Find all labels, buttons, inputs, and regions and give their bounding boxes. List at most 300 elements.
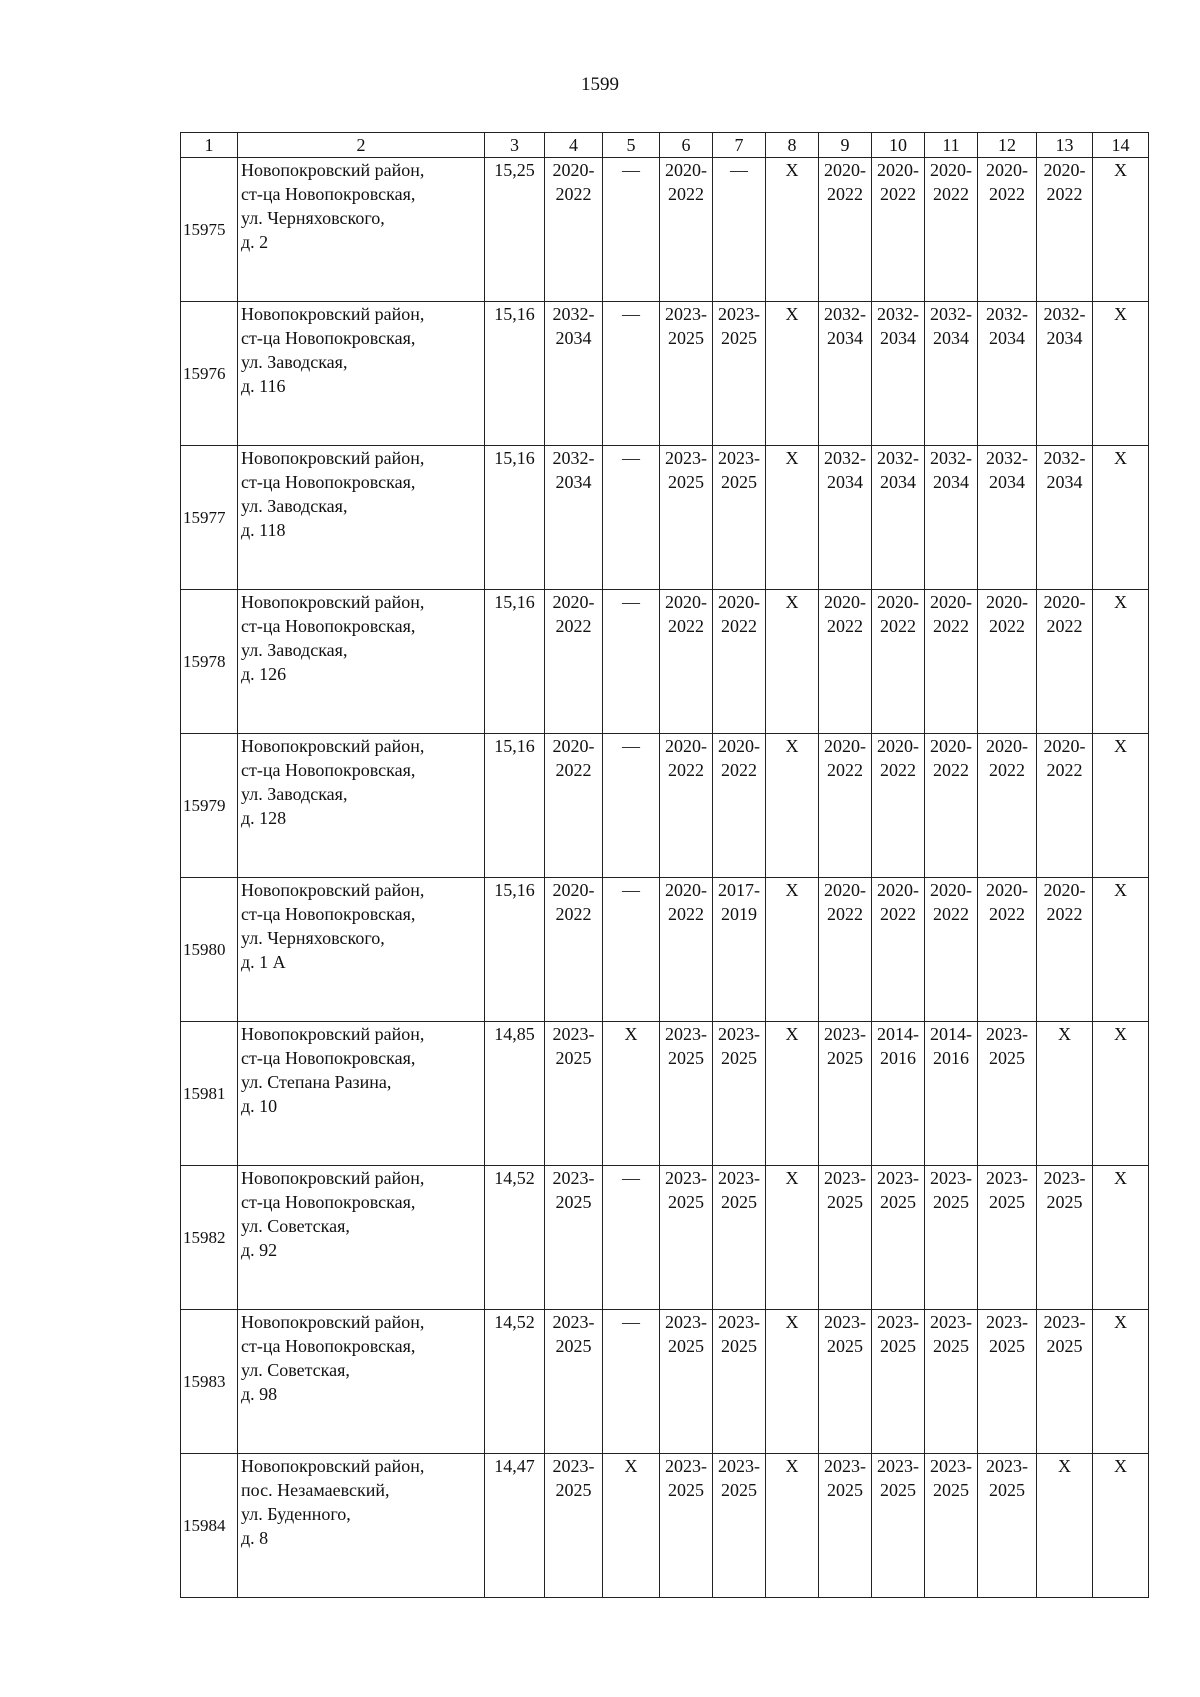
period-text: Х xyxy=(1058,1024,1071,1044)
period-cell xyxy=(713,1310,766,1454)
period-text: 2020- xyxy=(665,592,707,612)
address-line: ст-ца Новопокровская, xyxy=(241,1336,416,1356)
address-line: ул. Советская, xyxy=(241,1360,350,1380)
period-cell xyxy=(660,1454,713,1598)
period-text: 2022 xyxy=(721,616,757,636)
period-cell xyxy=(1093,1454,1149,1598)
period-cell xyxy=(978,158,1037,302)
period-text: 2020- xyxy=(552,736,595,756)
period-text: 2023- xyxy=(552,1168,595,1188)
period-text: 2023- xyxy=(665,304,707,324)
value-cell: 15,25 xyxy=(485,158,545,302)
period-cell xyxy=(766,302,819,446)
address-line: Новопокровский район, xyxy=(241,1456,425,1476)
period-text: Х xyxy=(1114,592,1127,612)
period-text: 2032- xyxy=(930,448,972,468)
period-text: 2023- xyxy=(718,1024,760,1044)
period-cell xyxy=(766,590,819,734)
value-cell: 14,47 xyxy=(485,1454,545,1598)
period-cell xyxy=(603,1022,660,1166)
period-text: Х xyxy=(624,1024,638,1044)
period-cell xyxy=(1093,1166,1149,1310)
period-cell xyxy=(713,446,766,590)
period-text: Х xyxy=(785,736,799,756)
period-cell xyxy=(1037,446,1093,590)
period-text: 2023- xyxy=(824,1456,866,1476)
period-text: 2022 xyxy=(555,904,592,924)
period-text: 2020- xyxy=(665,160,707,180)
period-text: 2034 xyxy=(1046,472,1083,492)
period-cell xyxy=(603,878,660,1022)
address-cell xyxy=(238,158,485,302)
column-header: 6 xyxy=(660,133,713,158)
period-cell xyxy=(603,1454,660,1598)
column-header: 1 xyxy=(181,133,238,158)
period-text: 2034 xyxy=(989,472,1025,492)
address-cell xyxy=(238,590,485,734)
column-header: 11 xyxy=(925,133,978,158)
period-cell xyxy=(660,1166,713,1310)
period-cell xyxy=(545,1022,603,1166)
period-text: 2023- xyxy=(718,1456,760,1476)
period-text: 2025 xyxy=(555,1480,592,1500)
header-row xyxy=(181,133,1149,158)
period-cell xyxy=(925,878,978,1022)
period-text: 2025 xyxy=(668,1336,704,1356)
period-cell xyxy=(872,158,925,302)
period-cell xyxy=(978,1022,1037,1166)
period-text: Х xyxy=(1114,160,1127,180)
address-line: Новопокровский район, xyxy=(241,736,425,756)
period-cell xyxy=(603,590,660,734)
table-row xyxy=(181,734,1149,878)
period-text: 2014- xyxy=(877,1024,919,1044)
address-line: ул. Буденного, xyxy=(241,1504,351,1524)
period-text: 2022 xyxy=(668,184,704,204)
period-cell xyxy=(766,158,819,302)
period-text: 2022 xyxy=(555,760,592,780)
period-cell xyxy=(819,1166,872,1310)
address-line: ул. Заводская, xyxy=(241,784,348,804)
period-text: 2025 xyxy=(989,1336,1025,1356)
period-text: 2034 xyxy=(880,328,916,348)
period-text: 2034 xyxy=(933,328,969,348)
period-cell xyxy=(872,734,925,878)
period-text: Х xyxy=(785,1168,799,1188)
period-text: 2032- xyxy=(552,304,595,324)
period-text: 2023- xyxy=(824,1168,866,1188)
address-line: ст-ца Новопокровская, xyxy=(241,616,416,636)
period-text: Х xyxy=(785,880,799,900)
period-cell xyxy=(978,446,1037,590)
period-text: 2020- xyxy=(877,592,919,612)
period-text: — xyxy=(622,1312,640,1332)
period-cell xyxy=(1093,878,1149,1022)
address-line: ст-ца Новопокровская, xyxy=(241,760,416,780)
period-text: 2022 xyxy=(989,760,1025,780)
period-text: 2022 xyxy=(1046,760,1083,780)
address-line: ст-ца Новопокровская, xyxy=(241,472,416,492)
period-text: 2023- xyxy=(930,1168,972,1188)
period-cell xyxy=(1037,302,1093,446)
period-cell xyxy=(545,1166,603,1310)
period-cell xyxy=(1093,1310,1149,1454)
period-text: 2025 xyxy=(721,472,757,492)
period-text: — xyxy=(622,736,640,756)
period-text: 2025 xyxy=(721,328,757,348)
period-cell xyxy=(545,158,603,302)
period-cell xyxy=(545,1310,603,1454)
period-cell xyxy=(713,734,766,878)
period-cell xyxy=(978,1454,1037,1598)
period-text: 2032- xyxy=(986,304,1028,324)
period-text: 2020- xyxy=(930,880,972,900)
value-cell: 14,52 xyxy=(485,1310,545,1454)
address-line: ст-ца Новопокровская, xyxy=(241,904,416,924)
period-text: — xyxy=(622,880,640,900)
register-table xyxy=(180,132,1149,1598)
period-text: 2022 xyxy=(880,184,916,204)
value-cell: 15,16 xyxy=(485,734,545,878)
table-row xyxy=(181,878,1149,1022)
table-row xyxy=(181,302,1149,446)
table-row xyxy=(181,446,1149,590)
address-cell xyxy=(238,1310,485,1454)
period-text: Х xyxy=(785,304,799,324)
period-cell xyxy=(1093,446,1149,590)
period-text: 2025 xyxy=(721,1336,757,1356)
period-cell xyxy=(1093,302,1149,446)
period-cell xyxy=(1037,1454,1093,1598)
period-text: 2025 xyxy=(668,1048,704,1068)
period-cell xyxy=(872,1022,925,1166)
period-cell xyxy=(925,446,978,590)
period-text: 2025 xyxy=(880,1192,916,1212)
period-cell xyxy=(545,878,603,1022)
address-line: ул. Заводская, xyxy=(241,640,348,660)
period-text: 2020- xyxy=(718,592,760,612)
value-cell: 15,16 xyxy=(485,590,545,734)
period-cell xyxy=(545,446,603,590)
period-text: Х xyxy=(785,1024,799,1044)
period-cell xyxy=(819,1022,872,1166)
period-text: — xyxy=(622,304,640,324)
period-text: Х xyxy=(785,1312,799,1332)
address-cell xyxy=(238,302,485,446)
period-text: 2022 xyxy=(555,184,592,204)
period-text: Х xyxy=(1058,1456,1071,1476)
period-text: 2025 xyxy=(721,1192,757,1212)
period-cell xyxy=(925,1022,978,1166)
period-text: 2025 xyxy=(555,1192,592,1212)
period-text: 2020- xyxy=(718,736,760,756)
period-text: 2022 xyxy=(933,760,969,780)
period-text: 2023- xyxy=(665,1024,707,1044)
period-text: 2020- xyxy=(877,880,919,900)
period-cell xyxy=(660,734,713,878)
period-text: 2020- xyxy=(824,880,866,900)
period-text: 2020- xyxy=(665,736,707,756)
period-cell xyxy=(603,734,660,878)
period-text: 2020- xyxy=(986,592,1028,612)
period-text: — xyxy=(622,160,640,180)
period-text: 2032- xyxy=(877,448,919,468)
period-text: 2025 xyxy=(1046,1336,1083,1356)
period-text: 2025 xyxy=(827,1480,863,1500)
period-cell xyxy=(766,446,819,590)
period-text: 2022 xyxy=(933,184,969,204)
period-text: 2017- xyxy=(718,880,760,900)
column-header: 9 xyxy=(819,133,872,158)
period-text: Х xyxy=(1114,448,1127,468)
row-number: 15983 xyxy=(181,1310,238,1454)
period-text: 2023- xyxy=(986,1024,1028,1044)
row-number: 15981 xyxy=(181,1022,238,1166)
period-cell xyxy=(545,1454,603,1598)
period-cell xyxy=(819,878,872,1022)
period-text: 2022 xyxy=(827,760,863,780)
period-cell xyxy=(660,878,713,1022)
column-header: 14 xyxy=(1093,133,1149,158)
address-line: ул. Степана Разина, xyxy=(241,1072,392,1092)
period-cell xyxy=(713,590,766,734)
period-cell xyxy=(925,1310,978,1454)
row-number: 15984 xyxy=(181,1454,238,1598)
value-cell: 14,85 xyxy=(485,1022,545,1166)
address-line: ст-ца Новопокровская, xyxy=(241,1192,416,1212)
address-line: д. 1 А xyxy=(241,952,286,972)
period-text: 2034 xyxy=(827,472,863,492)
period-text: 2023- xyxy=(877,1456,919,1476)
page-number: 1599 xyxy=(581,74,619,95)
period-text: 2022 xyxy=(668,616,704,636)
address-line: д. 118 xyxy=(241,520,286,540)
period-text: 2020- xyxy=(930,736,972,756)
period-cell xyxy=(1093,158,1149,302)
row-number: 15975 xyxy=(181,158,238,302)
period-text: 2025 xyxy=(827,1048,863,1068)
period-text: 2020- xyxy=(552,160,595,180)
period-text: 2022 xyxy=(989,184,1025,204)
period-text: 2023- xyxy=(930,1312,972,1332)
period-text: 2020- xyxy=(986,160,1028,180)
row-number: 15976 xyxy=(181,302,238,446)
period-text: 2025 xyxy=(880,1480,916,1500)
period-text: 2025 xyxy=(933,1480,969,1500)
period-cell xyxy=(819,302,872,446)
period-text: 2022 xyxy=(880,904,916,924)
period-text: 2034 xyxy=(989,328,1025,348)
period-cell xyxy=(1093,1022,1149,1166)
column-header: 3 xyxy=(485,133,545,158)
period-cell xyxy=(766,1310,819,1454)
period-text: Х xyxy=(785,160,799,180)
period-text: 2034 xyxy=(1046,328,1083,348)
period-cell xyxy=(545,590,603,734)
period-text: 2025 xyxy=(668,1192,704,1212)
address-line: Новопокровский район, xyxy=(241,448,425,468)
period-text: 2023- xyxy=(1043,1312,1086,1332)
period-cell xyxy=(660,302,713,446)
period-cell xyxy=(978,878,1037,1022)
period-cell xyxy=(819,158,872,302)
period-cell xyxy=(603,302,660,446)
period-text: 2025 xyxy=(1046,1192,1083,1212)
period-text: Х xyxy=(785,592,799,612)
period-cell xyxy=(872,1454,925,1598)
column-header: 12 xyxy=(978,133,1037,158)
period-text: 2022 xyxy=(989,616,1025,636)
period-text: 2025 xyxy=(827,1192,863,1212)
period-cell xyxy=(766,1166,819,1310)
period-text: — xyxy=(622,448,640,468)
address-line: д. 98 xyxy=(241,1384,278,1404)
period-text: Х xyxy=(624,1456,638,1476)
address-cell xyxy=(238,446,485,590)
period-cell xyxy=(1037,734,1093,878)
period-cell xyxy=(603,158,660,302)
period-text: 2025 xyxy=(933,1192,969,1212)
period-cell xyxy=(1093,734,1149,878)
period-cell xyxy=(1093,590,1149,734)
address-line: ст-ца Новопокровская, xyxy=(241,1048,416,1068)
period-cell xyxy=(872,1310,925,1454)
period-text: 2023- xyxy=(718,1168,760,1188)
period-text: 2023- xyxy=(930,1456,972,1476)
period-text: — xyxy=(622,1168,640,1188)
address-cell xyxy=(238,734,485,878)
period-text: 2025 xyxy=(933,1336,969,1356)
period-text: Х xyxy=(785,448,799,468)
period-cell xyxy=(603,1310,660,1454)
period-text: 2023- xyxy=(552,1024,595,1044)
address-cell xyxy=(238,1022,485,1166)
period-cell xyxy=(872,878,925,1022)
row-number: 15978 xyxy=(181,590,238,734)
period-text: 2020- xyxy=(986,880,1028,900)
address-line: Новопокровский район, xyxy=(241,880,425,900)
period-text: 2022 xyxy=(555,616,592,636)
period-text: 2022 xyxy=(880,760,916,780)
address-cell xyxy=(238,1454,485,1598)
period-text: 2022 xyxy=(668,904,704,924)
period-text: 2020- xyxy=(930,160,972,180)
period-text: 2025 xyxy=(721,1480,757,1500)
period-text: 2023- xyxy=(665,1312,707,1332)
table-row xyxy=(181,1454,1149,1598)
table-row xyxy=(181,590,1149,734)
address-line: Новопокровский район, xyxy=(241,1024,425,1044)
column-header: 4 xyxy=(545,133,603,158)
period-text: 2022 xyxy=(933,904,969,924)
address-line: Новопокровский район, xyxy=(241,1312,425,1332)
period-text: 2023- xyxy=(552,1456,595,1476)
row-number: 15982 xyxy=(181,1166,238,1310)
period-text: 2023- xyxy=(718,304,760,324)
period-cell xyxy=(978,734,1037,878)
period-cell xyxy=(925,1454,978,1598)
table-row xyxy=(181,158,1149,302)
column-header: 7 xyxy=(713,133,766,158)
period-text: 2023- xyxy=(665,1456,707,1476)
period-cell xyxy=(819,1454,872,1598)
value-cell: 15,16 xyxy=(485,446,545,590)
period-text: 2034 xyxy=(555,472,592,492)
period-cell xyxy=(1037,1166,1093,1310)
table-row xyxy=(181,1166,1149,1310)
period-text: 2025 xyxy=(555,1048,592,1068)
period-cell xyxy=(819,446,872,590)
period-text: — xyxy=(730,160,748,180)
period-cell xyxy=(978,590,1037,734)
period-text: 2023- xyxy=(986,1456,1028,1476)
period-text: 2022 xyxy=(989,904,1025,924)
period-text: Х xyxy=(1114,880,1127,900)
table-row xyxy=(181,1310,1149,1454)
period-text: 2020- xyxy=(824,592,866,612)
address-line: пос. Незамаевский, xyxy=(241,1480,390,1500)
period-text: 2020- xyxy=(552,880,595,900)
period-cell xyxy=(872,302,925,446)
period-text: 2016 xyxy=(880,1048,916,1068)
period-text: 2023- xyxy=(665,448,707,468)
period-text: Х xyxy=(1114,1456,1127,1476)
period-cell xyxy=(1037,590,1093,734)
period-text: 2025 xyxy=(827,1336,863,1356)
period-cell xyxy=(713,1454,766,1598)
period-text: 2020- xyxy=(665,880,707,900)
address-line: ул. Советская, xyxy=(241,1216,350,1236)
period-text: 2020- xyxy=(1043,160,1086,180)
period-cell xyxy=(766,734,819,878)
address-line: д. 128 xyxy=(241,808,287,828)
address-line: Новопокровский район, xyxy=(241,1168,425,1188)
period-cell xyxy=(545,734,603,878)
table-row xyxy=(181,1022,1149,1166)
period-text: 2020- xyxy=(1043,736,1086,756)
address-line: ст-ца Новопокровская, xyxy=(241,328,416,348)
address-line: Новопокровский район, xyxy=(241,160,425,180)
period-text: 2025 xyxy=(989,1048,1025,1068)
address-line: Новопокровский район, xyxy=(241,304,425,324)
value-cell: 14,52 xyxy=(485,1166,545,1310)
period-cell xyxy=(660,446,713,590)
period-text: 2016 xyxy=(933,1048,969,1068)
period-text: Х xyxy=(1114,1024,1127,1044)
period-text: 2023- xyxy=(718,1312,760,1332)
row-number: 15977 xyxy=(181,446,238,590)
address-line: ул. Черняховского, xyxy=(241,928,385,948)
period-text: 2025 xyxy=(668,328,704,348)
period-cell xyxy=(1037,878,1093,1022)
period-cell xyxy=(925,734,978,878)
period-cell xyxy=(713,1022,766,1166)
period-cell xyxy=(1037,1310,1093,1454)
period-cell xyxy=(660,1310,713,1454)
period-cell xyxy=(978,302,1037,446)
period-cell xyxy=(713,158,766,302)
address-line: ст-ца Новопокровская, xyxy=(241,184,416,204)
period-text: 2022 xyxy=(1046,616,1083,636)
period-text: 2032- xyxy=(986,448,1028,468)
period-cell xyxy=(713,302,766,446)
period-cell xyxy=(872,590,925,734)
period-text: 2023- xyxy=(986,1312,1028,1332)
period-cell xyxy=(978,1310,1037,1454)
period-text: 2022 xyxy=(721,760,757,780)
period-cell xyxy=(660,590,713,734)
period-text: 2023- xyxy=(824,1312,866,1332)
